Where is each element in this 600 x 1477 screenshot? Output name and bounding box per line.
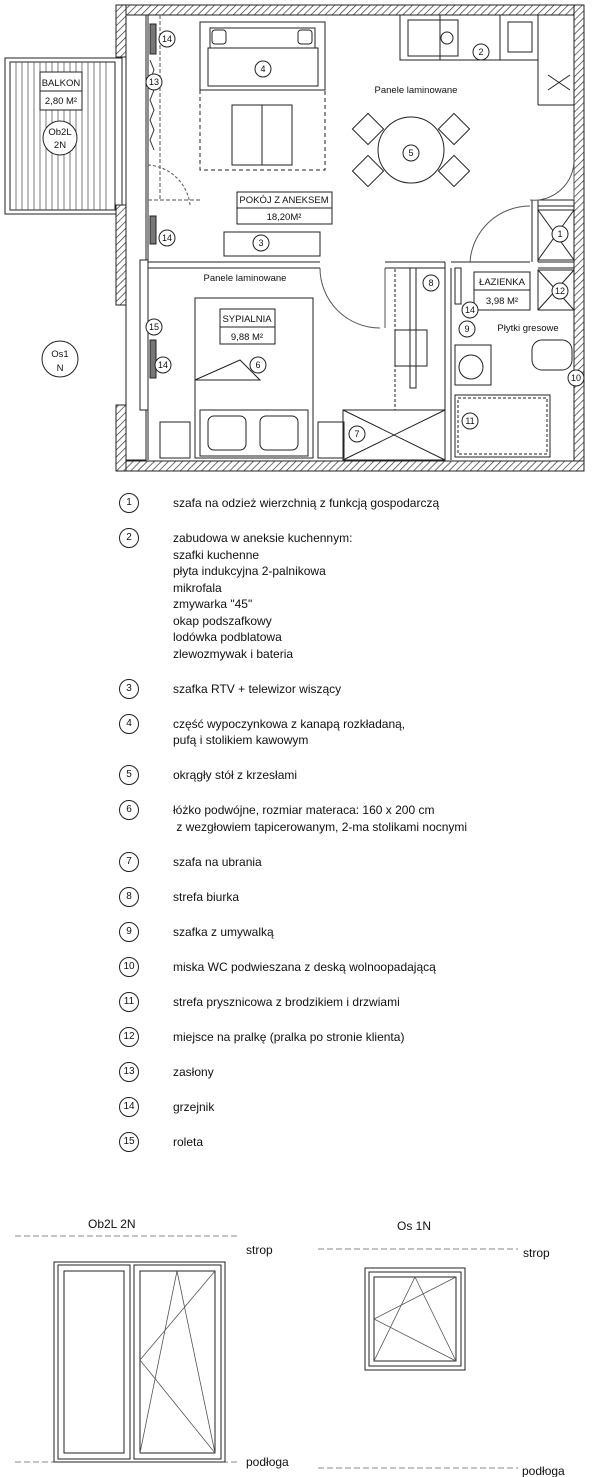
balcony-area: 2,80 M² [44,96,78,107]
legend-line: szafa na ubrania [173,854,262,869]
plan-marker [459,321,475,337]
svg-text:6: 6 [255,360,261,370]
legend-number: 7 [119,852,139,872]
bedroom-area: 9,88 M² [230,332,264,343]
legend-description [173,1134,203,1151]
balcony-window-code-2: 2N [53,140,67,151]
outer-walls [116,5,584,471]
legend-description [173,854,262,871]
legend-line: okrągły stół z krzesłami [173,768,298,782]
plan-marker [462,413,478,429]
inner-walls [148,15,574,460]
legend-line: grzejnik [173,1099,215,1114]
legend-number: 15 [119,1132,139,1152]
svg-text:4: 4 [260,64,266,74]
legend-line: szafka z umywalką [173,924,274,939]
plan-marker [552,226,568,242]
legend-number: 2 [119,528,139,548]
legend-number: 1 [119,493,139,513]
living-room-name: POKÓJ Z ANEKSEM [239,195,329,206]
side-window-code-1: Os1 [51,349,69,360]
plan-marker [253,235,269,251]
plan-marker [552,283,568,299]
legend-line: pufą i stolikiem kawowym [173,733,309,747]
legend-line: zlewozmywak i bateria [173,646,294,661]
legend-line: szafki kuchenne [173,547,260,562]
svg-text:14: 14 [161,233,173,243]
living-room-area: 18,20M² [266,212,302,223]
svg-text:1: 1 [557,229,563,239]
elevation-left-bottom-label: podłoga [246,1455,289,1469]
plan-marker [349,426,365,442]
plan-marker [423,275,439,291]
svg-text:14: 14 [157,360,169,370]
svg-text:14: 14 [464,305,476,315]
plan-marker [568,370,584,386]
bathroom-name: ŁAZIENKA [479,277,525,288]
legend-number: 14 [119,1097,139,1117]
legend-number: 13 [119,1062,139,1082]
legend-description [173,716,405,749]
svg-text:15: 15 [148,322,160,332]
bedroom-name: SYPIALNIA [222,314,272,325]
legend-description [173,1064,214,1081]
bathroom-area: 3,98 M² [485,296,519,307]
legend-line: łóżko podwójne, rozmiar materaca: 160 x 200 cm [173,803,435,817]
legend-line: szafka RTV + telewizor wiszący [173,681,342,696]
balcony-name: BALKON [41,78,81,89]
plan-marker [146,319,162,335]
legend-line: mikrofala [173,580,222,595]
legend-number: 10 [119,957,139,977]
side-window-code-2: N [56,363,64,374]
elevation-left-frame [54,1262,225,1462]
legend-line: zasłony [173,1064,214,1079]
elevation-right-top-label: strop [523,1246,550,1260]
svg-text:10: 10 [570,373,582,383]
svg-text:11: 11 [465,416,475,426]
legend-description [173,889,239,906]
legend-number: 5 [119,765,139,785]
svg-text:2: 2 [478,47,484,57]
legend-line: miejsce na pralkę (pralka po stronie klienta) [173,1029,405,1044]
legend-line: roleta [173,1134,204,1149]
svg-text:8: 8 [428,278,434,288]
legend-description [173,959,436,976]
legend-number: 4 [119,714,139,734]
legend-line: z wezgłowiem tapicerowanym, 2-ma stolikami nocnymi [173,819,468,834]
elevation-right-title: Os 1N [397,1219,432,1233]
legend-line: część wypoczynkowa z kanapą rozkładaną, [173,716,406,731]
legend-line: zabudowa w aneksie kuchennym: [173,531,353,545]
living-room-floor: Panele laminowane [374,85,458,96]
legend-description [173,1029,404,1046]
legend-line: strefa biurka [173,889,240,904]
svg-text:13: 13 [148,77,160,87]
legend-line: lodówka podblatowa [173,630,282,644]
plan-marker [403,145,419,161]
plan-marker [155,357,171,373]
plan-marker [255,61,271,77]
desk [395,268,445,410]
legend-number: 12 [119,1027,139,1047]
plan-marker [462,302,478,318]
plan-marker [250,357,266,373]
legend-number: 9 [119,922,139,942]
bathroom-floor: Płytki gresowe [497,323,559,334]
legend-number: 11 [119,992,139,1012]
legend-description [173,681,341,698]
svg-text:9: 9 [464,324,470,334]
legend-line: okap podszafkowy [173,613,272,628]
legend-line: strefa prysznicowa z brodzikiem i drzwiami [173,994,400,1009]
bedroom-floor: Panele laminowane [203,273,287,284]
legend-line: szafa na odzież wierzchnią z funkcją gospodarczą [173,496,440,510]
legend-description [173,802,467,835]
legend-line: miska WC podwieszana z deską wolnoopadającą [173,959,436,974]
plan-marker [159,230,175,246]
floor-plan [0,0,600,480]
svg-text:5: 5 [408,148,414,158]
legend-number: 3 [119,679,139,699]
svg-text:3: 3 [258,238,264,248]
legend-description [173,994,400,1011]
elevation-right-bottom-label: podłoga [522,1464,565,1477]
plan-marker [473,44,489,60]
legend-description [173,767,297,784]
plan-marker [159,31,175,47]
window-elevations [0,1200,600,1477]
elevation-left-top-label: strop [246,1243,273,1257]
elevation-right-frame [365,1268,465,1370]
legend-description [173,924,274,941]
tv-cabinet [224,232,320,256]
curtains [150,60,154,150]
plan-marker [146,74,162,90]
legend-number: 6 [119,800,139,820]
legend-description [173,530,352,662]
legend-number: 8 [119,887,139,907]
sofa [200,22,325,170]
svg-text:14: 14 [161,34,173,44]
legend-line: zmywarka "45" [173,597,253,611]
svg-text:12: 12 [554,286,566,296]
svg-text:7: 7 [354,429,360,439]
legend-line: płyta indukcyjna 2-palnikowa [173,564,326,578]
balcony-window-code-1: Ob2L [48,127,72,138]
legend-description [173,495,439,512]
legend-description [173,1099,214,1116]
elevation-left-title: Ob2L 2N [88,1217,136,1231]
